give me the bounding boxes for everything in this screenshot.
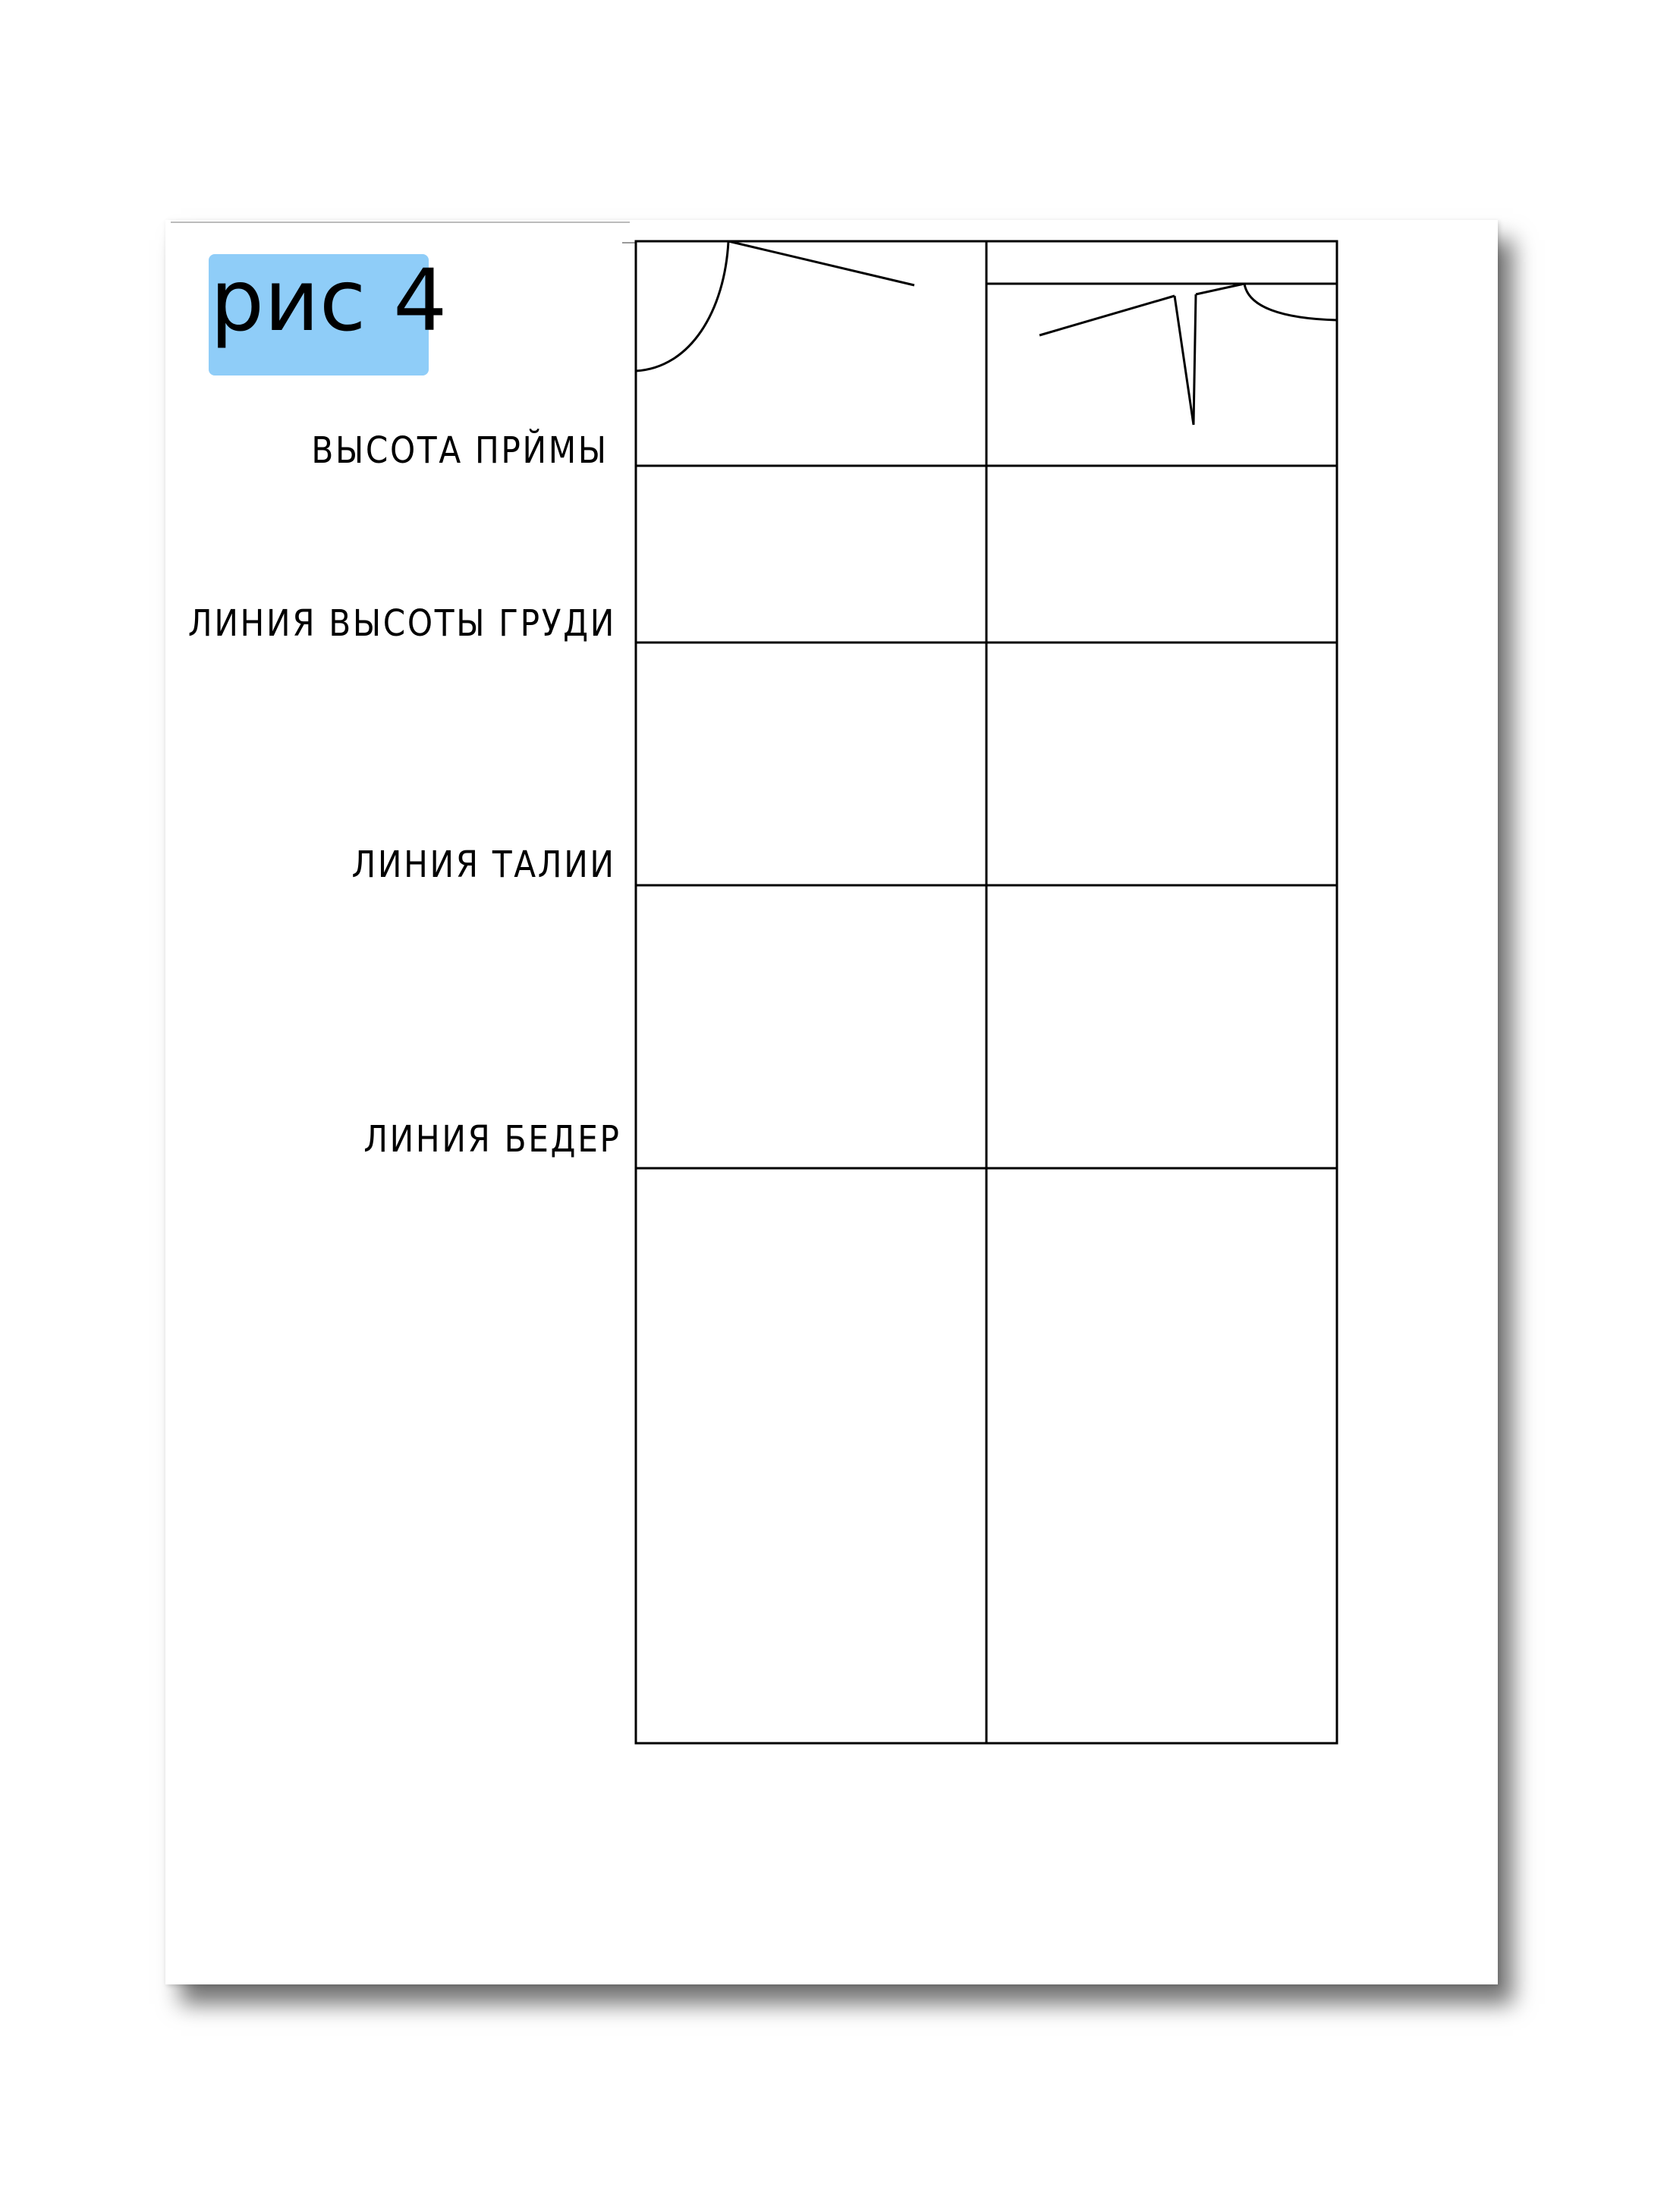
front-shoulder-line-inner — [1196, 284, 1244, 294]
label-hip-line: ЛИНИЯ БЕДЕР — [363, 1118, 621, 1161]
bust-dart-left-leg — [1175, 296, 1194, 425]
back-shoulder-line — [728, 241, 914, 285]
figure-label: рис 4 — [210, 252, 448, 350]
back-armhole-curve — [636, 241, 728, 371]
front-shoulder-line-outer — [1040, 296, 1175, 335]
front-neckline-curve — [1244, 284, 1337, 320]
label-armhole-depth: ВЫСОТА ПРЙМЫ — [311, 429, 609, 472]
bust-dart-right-leg — [1194, 294, 1196, 425]
label-bust-height-line: ЛИНИЯ ВЫСОТЫ ГРУДИ — [187, 602, 616, 645]
label-waist-line: ЛИНИЯ ТАЛИИ — [351, 844, 616, 886]
